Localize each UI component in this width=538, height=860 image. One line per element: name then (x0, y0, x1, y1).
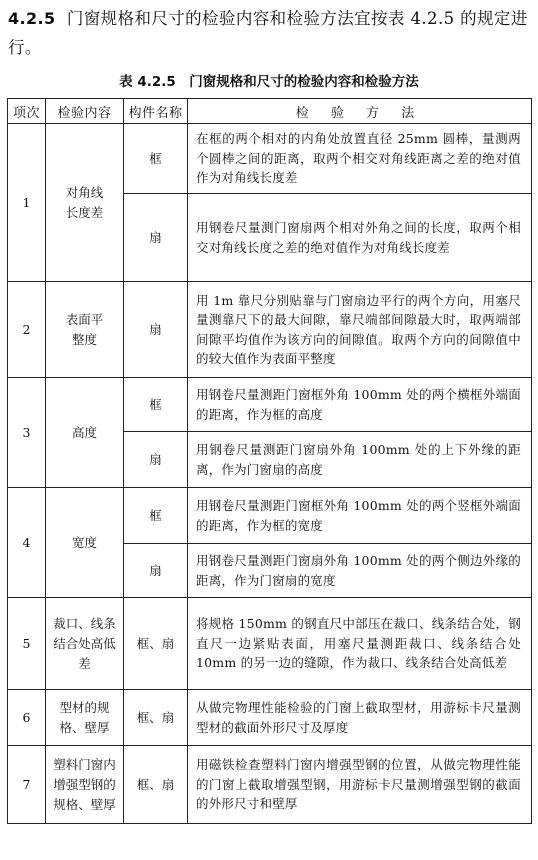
table-row (8, 598, 532, 690)
inspection-content: 塑料门窗内增强型钢的规格、壁厚 (46, 746, 124, 824)
inspection-method: 用磁铁检查塑料门窗内增强型钢的位置，从做完物理性能的门窗上截取增强型钢，用游标卡尺量测增强型钢的截面的外形尺寸和壁厚 (188, 746, 532, 824)
component-name: 框 (124, 488, 188, 544)
table-row (8, 746, 532, 824)
table-row (8, 690, 532, 746)
inspection-content: 宽度 (46, 488, 124, 598)
header-content: 检验内容 (46, 99, 124, 124)
inspection-method: 用钢卷尺量测距门窗框外角 100mm 处的两个横框外端面的距离，作为框的高度 (188, 378, 532, 432)
inspection-method: 用钢卷尺量测距门窗扇外角 100mm 处的两个侧边外缘的距离，作为门窗扇的宽度 (188, 544, 532, 598)
table-row (8, 488, 532, 544)
clause-number: 4.2.5 (8, 9, 56, 28)
header-component: 构件名称 (124, 99, 188, 124)
header-item-no: 项次 (8, 99, 46, 124)
header-method: 检 验 方 法 (188, 99, 532, 124)
item-number: 1 (8, 124, 46, 282)
component-name: 扇 (124, 544, 188, 598)
item-number: 5 (8, 598, 46, 690)
inspection-content: 高度 (46, 378, 124, 488)
item-number: 2 (8, 282, 46, 378)
component-name: 扇 (124, 282, 188, 378)
item-number: 7 (8, 746, 46, 824)
inspection-method: 在框的两个相对的内角处放置直径 25mm 圆棒，量测两个圆棒之间的距离，取两个相交对角线距离之差的绝对值作为对角线长度差 (188, 124, 532, 194)
inspection-method: 将规格 150mm 的钢直尺中部压在裁口、线条结合处，钢直尺一边紧贴表面，用塞尺量测距裁口、线条结合处 10mm 的另一边的缝隙，作为裁口、线条结合处高低差 (188, 598, 532, 690)
inspection-content: 型材的规格、壁厚 (46, 690, 124, 746)
table-title: 表 4.2.5 门窗规格和尺寸的检验内容和检验方法 (119, 74, 419, 90)
inspection-content: 对角线长度差 (46, 124, 124, 282)
item-number: 3 (8, 378, 46, 488)
item-number: 4 (8, 488, 46, 598)
component-name: 框、扇 (124, 690, 188, 746)
inspection-content: 裁口、线条结合处高低差 (46, 598, 124, 690)
table-header-row (8, 99, 532, 124)
inspection-table (7, 98, 532, 824)
inspection-method: 用钢卷尺量测门窗扇两个相对外角之间的长度，取两个相交对角线长度之差的绝对值作为对角线长度差 (188, 194, 532, 282)
inspection-method: 用 1m 靠尺分别贴靠与门窗扇边平行的两个方向，用塞尺量测靠尺下的最大间隙，靠尺端部间隙最大时，取两端部间隙平均值作为该方向的间隙值。取两个方向的间隙值中的较大值作为表面平整度 (188, 282, 532, 378)
table-row (8, 124, 532, 194)
item-number: 6 (8, 690, 46, 746)
inspection-method: 从做完物理性能检验的门窗上截取型材，用游标卡尺量测型材的截面外形尺寸及厚度 (188, 690, 532, 746)
component-name: 框 (124, 378, 188, 432)
table-row (8, 378, 532, 432)
clause-text: 门窗规格和尺寸的检验内容和检验方法宜按表 4.2.5 的规定进行。 (8, 9, 528, 57)
component-name: 扇 (124, 194, 188, 282)
component-name: 框、扇 (124, 598, 188, 690)
inspection-method: 用钢卷尺量测距门窗框外角 100mm 处的两个竖框外端面的距离，作为框的宽度 (188, 488, 532, 544)
clause-paragraph (8, 4, 530, 62)
inspection-method: 用钢卷尺量测距门窗扇外角 100mm 处的上下外缘的距离，作为门窗扇的高度 (188, 432, 532, 488)
inspection-content: 表面平整度 (46, 282, 124, 378)
table-row (8, 282, 532, 378)
component-name: 框 (124, 124, 188, 194)
component-name: 框、扇 (124, 746, 188, 824)
component-name: 扇 (124, 432, 188, 488)
